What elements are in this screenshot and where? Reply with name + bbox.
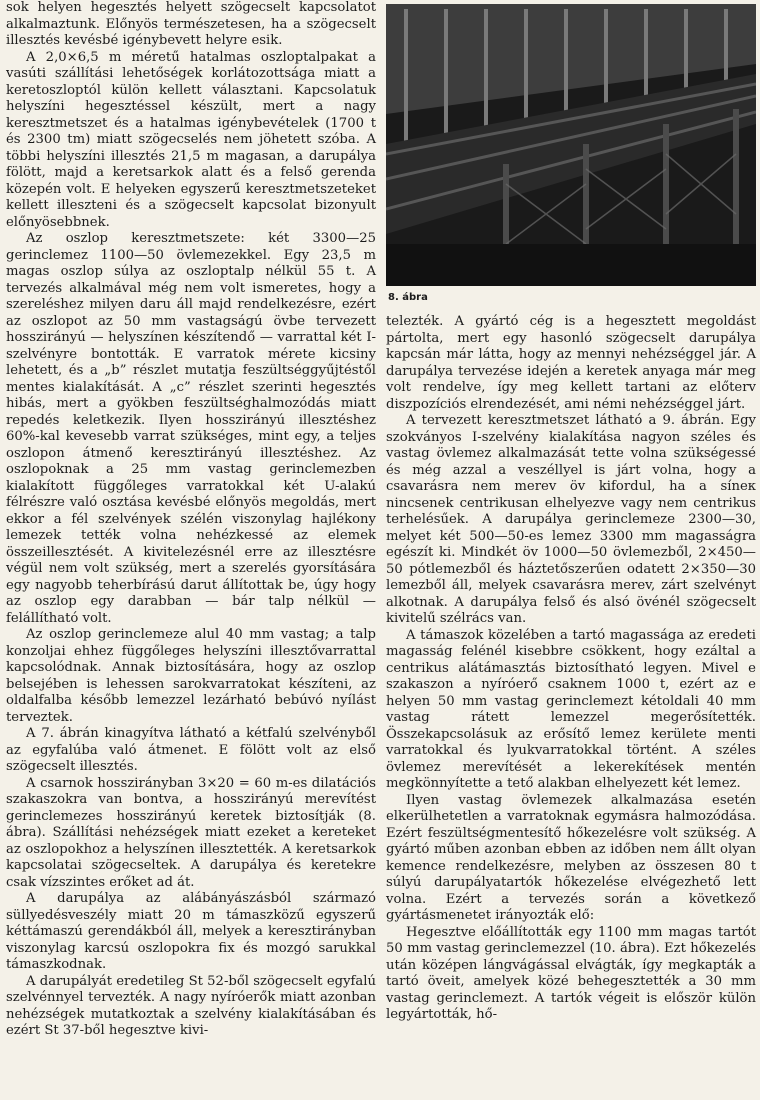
paragraph: Ilyen vastag övlemezek alkalmazása esetén elkerülhetetlen a varratoknak egymásra halmozódása. Ezért feszültségmentesítő hőkezelésre volt szükség. A gyártó műben azonban ebben az időben nem állt olyan kemence rendelkezésre, melyben az összesen 80 t súlyú darupályatartók hőkezelése elvégezhető lett volna. Ezért a tervezés során a következő gyártásmenetet irányozták elő: (386, 792, 756, 923)
hall-structure-photo (386, 4, 756, 286)
paragraph: A 2,0×6,5 m méretű hatalmas oszloptalpakat a vasúti szállítási lehetőségek korlátozottsága miatt a keretoszloptól külön kellett választani. Kapcsolatuk helyszíni hegesztéssel készült, mert a nagy keresztmetszet és a hatalmas igénybevételek (1700 t és 2300 tm) miatt szögecselés nem jöhetett szóba. A többi helyszíni illesztés 21,5 m magasan, a darupálya fölött, majd a keretsarkok alatt és a felső gerenda közepén volt. E helyeken egyszerű keresztmetszeteket kellett illeszteni és a szögecselt kapcsolat bizonyult előnyösebbnek. (6, 49, 376, 230)
paragraph: A támaszok közelében a tartó magassága az eredeti magasság felénél kisebbre csökkent, hogy ezáltal a centrikus alátámasztás biztosítható legyen. Mivel e szakaszon a nyíróerő csaknem 1000 t, ezért az e helyen 50 mm vastag gerinclemezt kétoldali 40 mm vastag rátett lemezzel megerősítették. Összekapcsolásuk az erősítő lemez kerülete menti varratokkal és lyukvarratokkal történt. A széles övlemez merevítését a lekerekítések mentén megkönnyítette a tető alakban elhelyezett két lemez. (386, 627, 756, 791)
right-column (386, 0, 756, 1024)
paragraph: Az oszlop keresztmetszete: két 3300—25 gerinclemez 1100—50 övlemezekkel. Egy 23,5 m magas oszlop súlya az oszloptalp nélkül 55 t. A tervezés alkalmával még nem volt ismeretes, hogy a szereléshez milyen daru áll majd rendelkezésre, ezért az oszlopot az 50 mm vastagságú övbe tervezett hosszirányú — helyszínen készítendő — varrattal két I-szelvényre bontották. E varratok mérete kicsiny lehetett, és a „b” részlet mutatja feszültséggyűjtéstől mentes kialakítását. A „c” részlet szerinti hegesztés hibás, mert a gyökben feszültséghalmozódás miatt repedés keletkezik. Ilyen hosszirányú illesztéshez 60%-kal kevesebb varrat szükséges, mint egy, a teljes oszlopon átmenő keresztirányú illesztéshez. Az oszlopoknak a 25 mm vastag gerinclemezben kialakított függőleges varratokkal két U-alakú félrészre való osztása kevésbé előnyös megoldás, mert ekkor a fél szelvények szélén viszonylag hajlékony lemezek tették volna nehézkessé az elemek összeillesztését. A kivitelezésnél erre az illesztésre végül nem volt szükség, mert a szerelés gyorsítására egy nagyobb teherbírású darut állítottak be, úgy hogy az oszlop egy darabban — bár talp nélkül — felállítható volt. (6, 231, 376, 626)
paragraph: A darupálya az alábányászásból származó süllyedésveszély miatt 20 m támaszközű egyszerű kéttámaszú gerendákból áll, melyek a keresztirányban viszonylag karcsú oszlopokra fix és mozgó sarukkal támaszkodnak. (6, 891, 376, 972)
paragraph: sok helyen hegesztés helyett szögecselt kapcsolatot alkalmaztunk. Előnyös természetesen, ha a szögecselt illesztés kevésbé igénybevett helyre esik. (6, 0, 376, 48)
left-column (6, 0, 376, 1040)
paragraph: A 7. ábrán kinagyítva látható a kétfalú szelvényből az egyfalúba való átmenet. E fölött volt az első szögecselt illesztés. (6, 726, 376, 774)
figure-caption: 8. ábra (388, 292, 428, 303)
figure-8-photo (386, 4, 756, 286)
paragraph: Hegesztve előállították egy 1100 mm magas tartót 50 mm vastag gerinclemezzel (10. ábra). Ezt hőkezelés után középen lángvágással elvágták, így megkapták a tartó öveit, amelyek közé behegesztették a 30 mm vastag gerinclemezt. A tartók végeit is először külön legyártották, hő- (386, 924, 756, 1022)
paragraph: A csarnok hosszirányban 3×20 = 60 m-es dilatációs szakaszokra van bontva, a hosszirányú merevítést gerinclemezes hosszirányú keretek biztosítják (8. ábra). Szállítási nehézségek miatt ezeket a kereteket az oszlopokhoz a helyszínen illesztették. A keretsarkok kapcsolatai szögecseltek. A darupálya és keretekre csak vízszintes erőket ad át. (6, 775, 376, 890)
paragraph: A darupályát eredetileg St 52-ből szögecselt egyfalú szelvénnyel tervezték. A nagy nyíróerők miatt azonban nehézségek mutatkoztak a szelvény kialakításában és ezért St 37-ből hegesztve kivi- (6, 973, 376, 1038)
paragraph: A tervezett keresztmetszet látható a 9. ábrán. Egy szokványos I-szelvény kialakítása nagyon széles és vastag övlemez alkalmazását tette volna szükségessé és még azzal a veszéllyel is járt volna, hogy a csavarásra nem merev öv kifordul, ha a síneк nincsenek centrikusan elhelyezve vagy nem centrikus terhelésűek. A darupálya gerinclemeze 2300—30, melyet két 500—50-es lemez 3300 mm magasságra egészít ki. Mindkét öv 1000—50 övlemezből, 2×450—50 pótlemezből és háztetőszerűen odatett 2×350—30 lemezből áll, melyek csavarásra merev, zárt szelvényt alkotnak. A darupálya felső és alsó övénél szögecselt kivitelű szélrács van. (386, 413, 756, 626)
paragraph: Az oszlop gerinclemeze alul 40 mm vastag; a talp konzoljai ehhez függőleges helyszíni illesztővarrattal kapcsolódnak. Annak biztosítására, hogy az oszlop belsejében is lehessen sarokvarratokat készíteni, az oldalfalba később lemezzel lezárható bebúvó nyílást terveztek. (6, 627, 376, 725)
paragraph: telezték. A gyártó cég is a hegesztett megoldást pártolta, mert egy hasonló szögecselt darupálya kapcsán már látta, hogy az mennyi nehézséggel jár. A darupálya tervezése idején a keretek anyaga már meg volt rendelve, így meg kellett tartani az előterv diszpozíciós elrendezését, ami némi nehézséggel járt. (386, 314, 756, 412)
